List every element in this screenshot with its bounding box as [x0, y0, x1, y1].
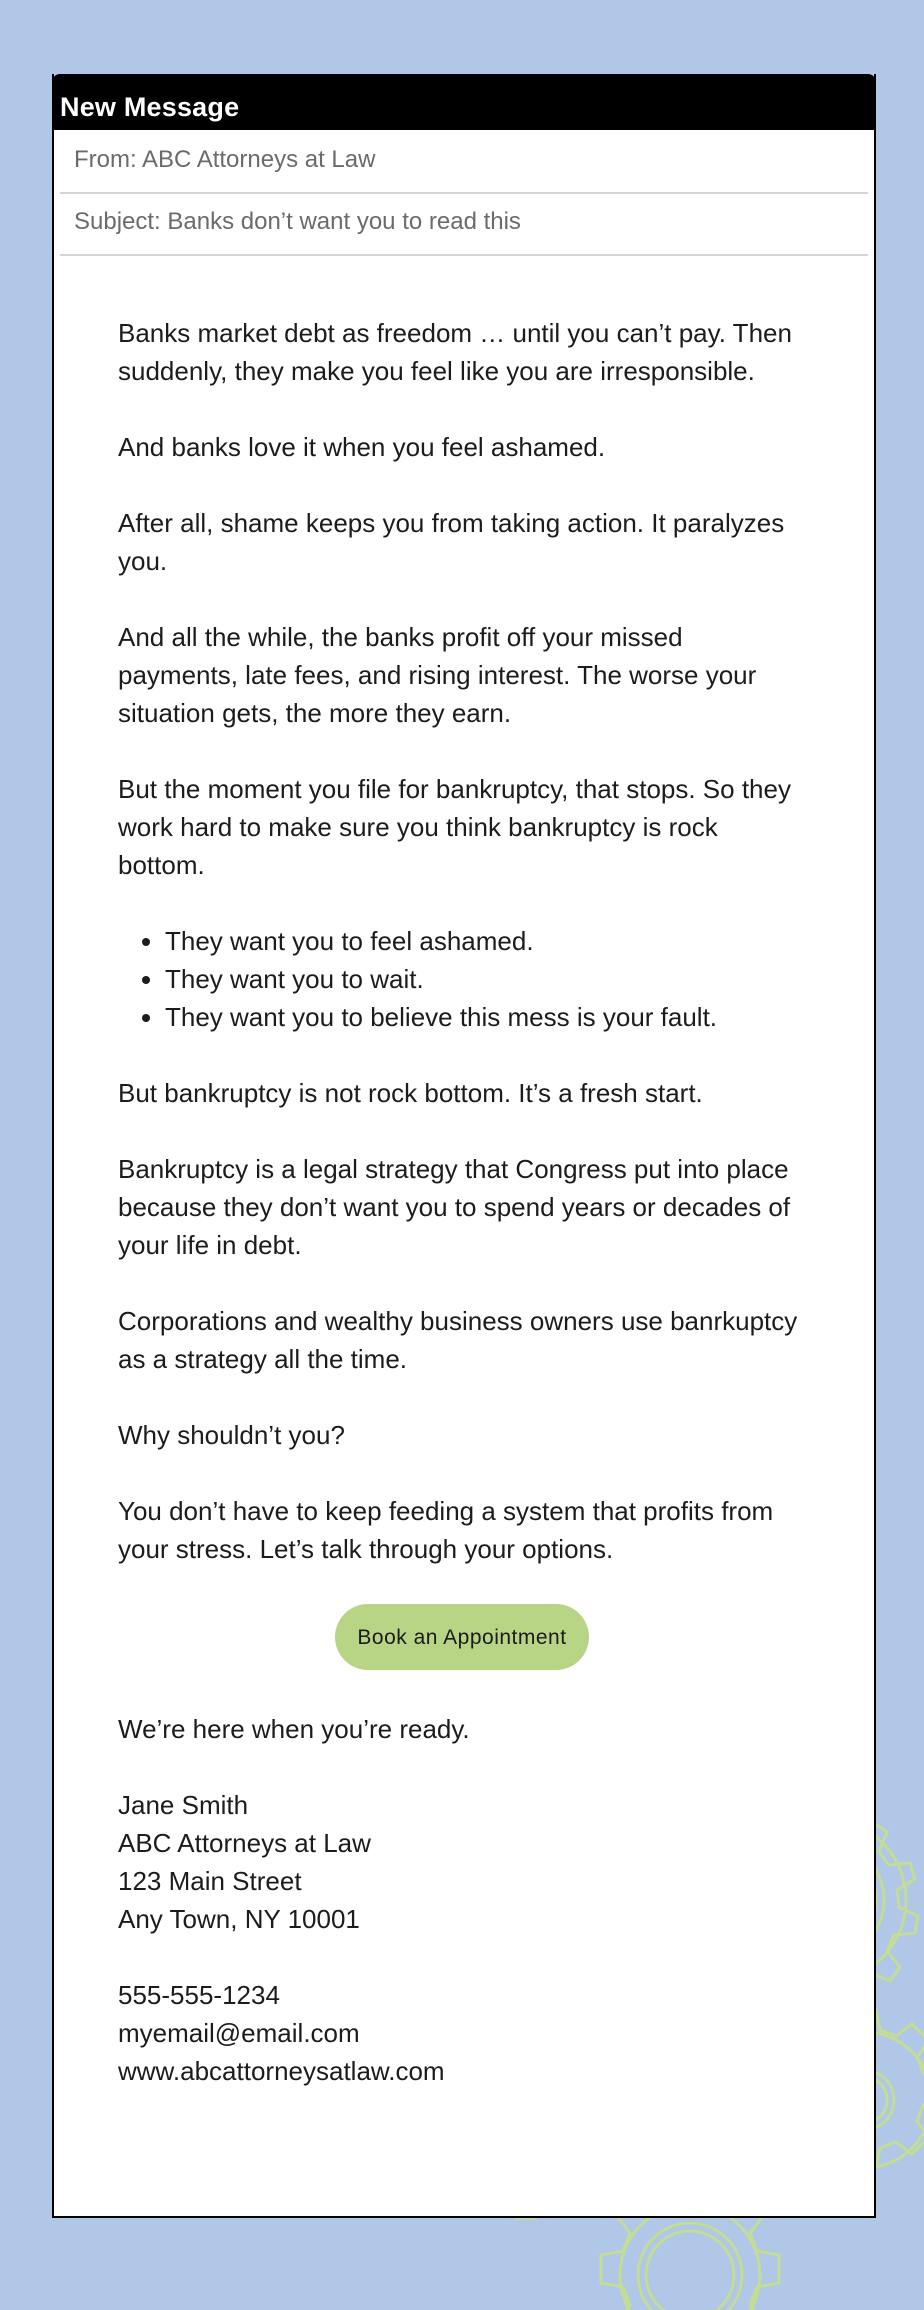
signature-street: 123 Main Street — [118, 1866, 302, 1896]
signature-phone: 555-555-1234 — [118, 1980, 280, 2010]
body-paragraph: Corporations and wealthy business owners use banrkuptcy as a strategy all the time. — [118, 1306, 798, 1374]
body-paragraph: You don’t have to keep feeding a system that profits from your stress. Let’s talk through your options. — [118, 1496, 774, 1564]
body-paragraph: Banks market debt as freedom … until you can’t pay. Then suddenly, they make you feel like you are irresponsible. — [118, 318, 792, 386]
book-appointment-button[interactable]: Book an Appointment — [335, 1604, 589, 1670]
signature-city: Any Town, NY 10001 — [118, 1904, 360, 1934]
window-titlebar — [52, 74, 876, 130]
subject-field[interactable] — [60, 192, 868, 256]
cta-container — [118, 1606, 808, 1672]
signature-firm: ABC Attorneys at Law — [118, 1828, 371, 1858]
signature-email[interactable]: myemail@email.com — [118, 2018, 360, 2048]
body-paragraph: After all, shame keeps you from taking action. It paralyzes you. — [118, 508, 785, 576]
body-paragraph: And banks love it when you feel ashamed. — [118, 432, 606, 462]
body-paragraph: And all the while, the banks profit off your missed payments, late fees, and rising interest. The worse your situation gets, the more they earn. — [118, 622, 757, 728]
from-value: From: ABC Attorneys at Law — [74, 146, 376, 173]
signature-name: Jane Smith — [118, 1790, 249, 1820]
compose-window — [52, 74, 876, 2218]
message-body[interactable] — [118, 314, 808, 2128]
signature-website[interactable]: www.abcattorneysatlaw.com — [118, 2056, 445, 2086]
bullet-item: • They want you to believe this mess is your fault. — [165, 998, 808, 1036]
body-paragraph: Why shouldn’t you? — [118, 1420, 345, 1450]
from-field[interactable] — [60, 130, 868, 194]
body-paragraph: Bankruptcy is a legal strategy that Congress put into place because they don’t want you to spend years or decades of your life in debt. — [118, 1154, 791, 1260]
window-title: New Message — [60, 92, 240, 122]
bullet-item: • They want you to feel ashamed. — [165, 922, 808, 960]
closing-line: We’re here when you’re ready. — [118, 1714, 470, 1744]
bullet-list — [118, 922, 808, 1036]
signature-block — [118, 1786, 808, 2090]
subject-value: Subject: Banks don’t want you to read this — [74, 208, 521, 235]
bullet-item: • They want you to wait. — [165, 960, 808, 998]
body-paragraph: But bankruptcy is not rock bottom. It’s a fresh start. — [118, 1078, 703, 1108]
body-paragraph: But the moment you file for bankruptcy, that stops. So they work hard to make sure you think bankruptcy is rock bottom. — [118, 774, 791, 880]
